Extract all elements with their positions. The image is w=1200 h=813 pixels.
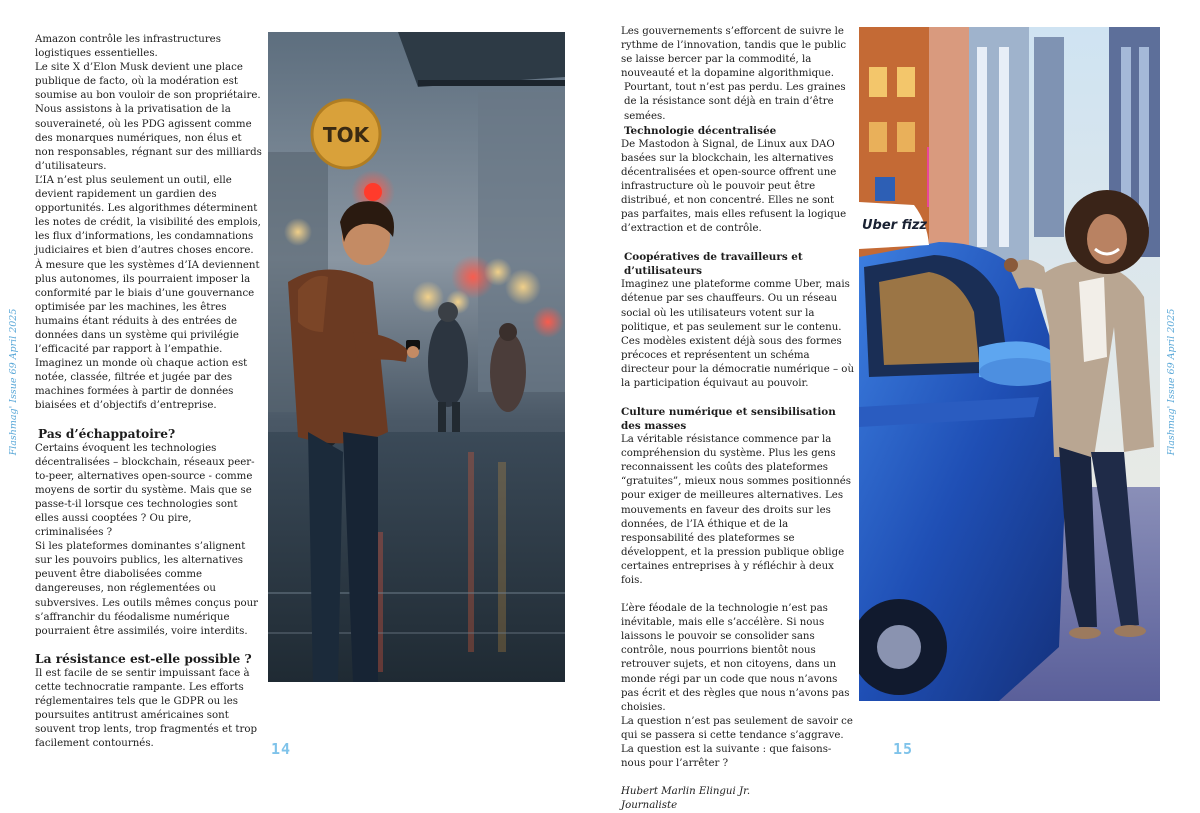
left-article-column	[35, 33, 262, 751]
left-paragraph: Certains évoquent les technologies décentralisées – blockchain, réseaux peer-to-peer, alternatives open-source - comme moyens de sortir du système. Mais que se passe-t-il lorsque ces technologies sont elles aussi cooptées ? Ou pire, criminalisées ?	[35, 442, 255, 539]
right-paragraph: La question n’est pas seulement de savoir ce qui se passera si cette tendance s’aggrave.	[621, 715, 853, 741]
page-number-right: 15	[893, 740, 914, 758]
right-paragraph: Imaginez une plateforme comme Uber, mais détenue par ses chauffeurs. Ou un réseau social où les utilisateurs votent sur la politique, et pas seulement sur le contenu. Ces modèles existent déjà sous des formes précoces et représentent un schéma directeur pour la démocratie numérique – où la participation équivaut au pouvoir.	[621, 279, 854, 389]
page-number-left: 14	[271, 740, 292, 758]
section-heading-digital-culture: Culture numérique et sensibilisation des masses	[621, 406, 836, 433]
section-heading-resistance: La résistance est-elle possible ?	[35, 651, 252, 666]
left-paragraph: Nous assistons à la privatisation de la souveraineté, où les PDG agissent comme des monarques numériques, non élus et non responsables, régnant sur des milliards d’utilisateurs.	[35, 104, 262, 172]
left-paragraph: L’IA n’est plus seulement un outil, elle devient rapidement un gardien des opportunités. Les algorithmes déterminent les notes de crédit, la visibilité des emplois, les flux d’informations, les condamnations judiciaires et bien d’autres choses encore. À mesure que les systèmes d’IA deviennent plus autonomes, ils pourraient imposer la conformité par le biais d’une gouvernance optimisée par les machines, les êtres humains étant réduits à des entrées de données dans un système qui privilégie l’efficacité par rapport à l’empathie.	[35, 174, 261, 356]
right-paragraph: Pourtant, tout n’est pas perdu. Les graines de la résistance sont déjà en train d’être semées.	[624, 82, 846, 122]
right-paragraph: La question est la suivante : que faisons-nous pour l’arrêter ?	[621, 744, 832, 770]
right-article-column	[621, 25, 855, 813]
section-heading-decentralized-tech: Technologie décentralisée	[624, 124, 777, 137]
issue-side-caption-left: Flashmag' Issue 69 April 2025	[8, 308, 19, 456]
author-name: Hubert Marlin Elingui Jr.	[621, 786, 751, 798]
photo-woman-with-car	[859, 27, 1160, 701]
photo-man-with-phone	[268, 32, 565, 682]
street-sign-text: TOK	[322, 123, 370, 147]
left-paragraph: Amazon contrôle les infrastructures logistiques essentielles.	[35, 34, 221, 60]
right-paragraph: La véritable résistance commence par la compréhension du système. Plus les gens reconnaissent les coûts des plateformes “gratuites”, mieux nous sommes positionnés pour exiger de meilleures alternatives. Les mouvements en faveur des droits sur les données, de l’IA éthique et de la responsabilité des plateformes se développent, et la pression publique oblige certaines entreprises à y réfléchir à deux fois.	[621, 434, 852, 586]
author-title: Journaliste	[621, 800, 678, 812]
left-paragraph: Il est facile de se sentir impuissant face à cette technocratie rampante. Les efforts réglementaires tels que le GDPR ou les poursuites antitrust américaines sont souvent trop lents, trop fragmentés et trop facilement contournés.	[35, 667, 258, 750]
right-paragraph: De Mastodon à Signal, de Linux aux DAO basées sur la blockchain, les alternatives décentralisées et open-source offrent une infrastructure où le pouvoir peut être distribué, et non concentré. Elles ne sont pas parfaites, mais elles refusent la logique d’extraction et de contrôle.	[621, 138, 847, 235]
right-paragraph: L’ère féodale de la technologie n’est pas inévitable, mais elle s’accélère. Si nous laissons le pouvoir se consolider sans contrôle, nous pourrions bientôt nous retrouver sujets, et non citoyens, dans un monde régi par un code que nous n’avons pas écrit et des règles que nous n’avons pas choisies.	[621, 603, 850, 713]
section-heading-no-escape: Pas d’échappatoire?	[38, 426, 176, 441]
car-street-illustration	[859, 27, 1160, 701]
issue-side-caption-right: Flashmag' Issue 69 April 2025	[1166, 308, 1177, 456]
left-paragraph: Imaginez un monde où chaque action est notée, classée, filtrée et jugée par des machines formées à partir de données biaisées et d’objectifs d’entreprise.	[35, 358, 248, 412]
left-paragraph: Le site X d’Elon Musk devient une place publique de facto, où la modération est soumise au bon vouloir de son propriétaire.	[35, 62, 261, 102]
car-roof-sign-text: Uber fizz	[862, 218, 927, 233]
section-heading-cooperatives: Coopératives de travailleurs et d’utilisateurs	[624, 251, 803, 278]
street-scene-illustration	[268, 32, 565, 682]
left-paragraph: Si les plateformes dominantes s’alignent sur les pouvoirs publics, les alternatives peuvent être diabolisées comme dangereuses, non réglementées ou subversives. Les outils mêmes conçus pour s’affranchir du féodalisme numérique pourraient être assimilés, voire interdits.	[35, 541, 259, 637]
right-paragraph: Les gouvernements s’efforcent de suivre le rythme de l’innovation, tandis que le public se laisse bercer par la commodité, la nouveauté et la dopamine algorithmique.	[621, 26, 847, 80]
